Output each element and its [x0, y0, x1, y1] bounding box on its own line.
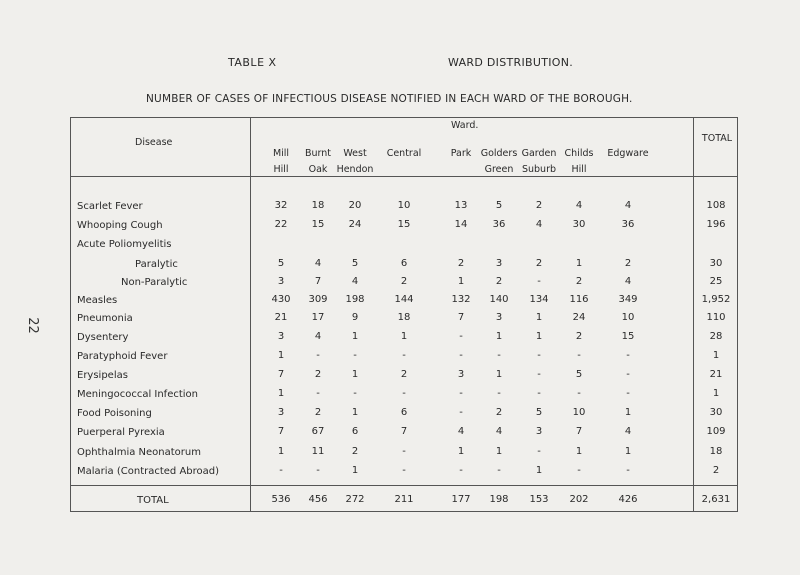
table-cell: 21 [274, 312, 288, 323]
ward-header-line: Central [386, 148, 422, 159]
disease-name: Dysentery [77, 332, 129, 343]
table-cell: 198 [345, 294, 365, 305]
table-cell: 309 [308, 294, 328, 305]
table-cell: 2 [400, 369, 408, 380]
row-total: 109 [706, 426, 726, 437]
table-cell: 1 [400, 331, 408, 342]
disease-name: Meningococcal Infection [77, 389, 199, 400]
table-cell: 14 [454, 219, 468, 230]
ward-total: 202 [569, 494, 589, 505]
table-cell: 7 [575, 426, 583, 437]
table-cell: 36 [621, 219, 635, 230]
table-cell: - [402, 350, 406, 361]
table-cell: 5 [277, 258, 285, 269]
table-cell: - [537, 369, 541, 380]
table-cell: - [537, 350, 541, 361]
table-cell: 3 [495, 312, 503, 323]
table-cell: - [497, 388, 501, 399]
ward-header-line: Edgware [607, 148, 649, 159]
table-cell: 349 [618, 294, 638, 305]
totals-label: TOTAL [137, 495, 169, 506]
table-cell: - [316, 465, 320, 476]
table-cell: 2 [314, 369, 322, 380]
ward-total: 426 [618, 494, 638, 505]
table-cell: 3 [495, 258, 503, 269]
ward-header-line: Green [484, 164, 514, 175]
table-cell: 1 [277, 388, 285, 399]
header-divider [71, 176, 737, 177]
table-cell: 6 [400, 258, 408, 269]
table-cell: 1 [351, 331, 359, 342]
row-total: 110 [706, 312, 726, 323]
row-total: 2 [712, 465, 720, 476]
table-cell: 2 [400, 276, 408, 287]
table-label: TABLE X [228, 56, 277, 69]
table-cell: 2 [495, 407, 503, 418]
table-cell: 1 [535, 312, 543, 323]
ward-header-line: Burnt [304, 148, 332, 159]
row-total: 25 [709, 276, 723, 287]
table-cell: 2 [314, 407, 322, 418]
table-cell: - [577, 350, 581, 361]
table-cell: 6 [400, 407, 408, 418]
ward-header-line: Garden [521, 148, 557, 159]
ward-total: 456 [308, 494, 328, 505]
ward-header-line: West [343, 148, 367, 159]
table-cell: 18 [311, 200, 325, 211]
table-cell: - [626, 350, 630, 361]
table-cell: 2 [535, 200, 543, 211]
table-cell: 430 [271, 294, 291, 305]
row-total: 30 [709, 258, 723, 269]
table-cell: 1 [351, 465, 359, 476]
table-cell: 7 [314, 276, 322, 287]
ward-header-line: Park [450, 148, 472, 159]
ward-header-line: Hill [571, 164, 587, 175]
ward-total: 153 [529, 494, 549, 505]
table-cell: - [537, 446, 541, 457]
table-cell: - [353, 388, 357, 399]
disease-name: Food Poisoning [77, 408, 152, 419]
table-cell: 2 [624, 258, 632, 269]
table-cell: 1 [277, 350, 285, 361]
table-cell: 13 [454, 200, 468, 211]
table-cell: 15 [621, 331, 635, 342]
table-cell: 30 [572, 219, 586, 230]
table-cell: 5 [575, 369, 583, 380]
table-cell: 1 [535, 465, 543, 476]
table-cell: 10 [572, 407, 586, 418]
table-cell: 67 [311, 426, 325, 437]
disease-name: Ophthalmia Neonatorum [77, 447, 201, 458]
table-cell: 1 [457, 276, 465, 287]
table-cell: - [459, 388, 463, 399]
table-cell: 4 [624, 200, 632, 211]
ward-header-line: Mill [272, 148, 290, 159]
row-total: 196 [706, 219, 726, 230]
ward-total: 272 [345, 494, 365, 505]
table-cell: 2 [575, 276, 583, 287]
table-cell: 2 [495, 276, 503, 287]
table-cell: 7 [277, 369, 285, 380]
ward-header: Ward. [451, 120, 479, 131]
table-cell: 2 [535, 258, 543, 269]
table-cell: - [459, 331, 463, 342]
disease-name: Erysipelas [77, 370, 128, 381]
table-title: WARD DISTRIBUTION. [448, 56, 574, 69]
table-cell: 1 [495, 369, 503, 380]
table-cell: 6 [351, 426, 359, 437]
table-cell: 4 [575, 200, 583, 211]
table-cell: 1 [575, 446, 583, 457]
table-cell: - [537, 276, 541, 287]
disease-name: Malaria (Contracted Abroad) [77, 466, 220, 477]
table-cell: 3 [277, 276, 285, 287]
table-cell: 7 [457, 312, 465, 323]
table-cell: 5 [535, 407, 543, 418]
table-cell: 10 [621, 312, 635, 323]
table-cell: 1 [624, 446, 632, 457]
table-cell: 1 [575, 258, 583, 269]
table-cell: 32 [274, 200, 288, 211]
ward-total: 198 [489, 494, 509, 505]
table-cell: 140 [489, 294, 509, 305]
ward-header-line: Childs [564, 148, 594, 159]
table-cell: - [626, 388, 630, 399]
table-cell: - [459, 350, 463, 361]
table-cell: 3 [277, 331, 285, 342]
table-cell: 3 [535, 426, 543, 437]
row-total: 28 [709, 331, 723, 342]
table-cell: 134 [529, 294, 549, 305]
table-cell: 1 [624, 407, 632, 418]
table-cell: 1 [351, 369, 359, 380]
ward-header-line: Oak [308, 164, 328, 175]
table-cell: 1 [457, 446, 465, 457]
ward-distribution-table [70, 117, 738, 512]
table-cell: 17 [311, 312, 325, 323]
table-cell: - [459, 407, 463, 418]
table-cell: 4 [314, 331, 322, 342]
disease-name: Paratyphoid Fever [77, 351, 168, 362]
table-cell: 4 [314, 258, 322, 269]
table-cell: 116 [569, 294, 589, 305]
table-cell: - [353, 350, 357, 361]
table-cell: 24 [348, 219, 362, 230]
row-total: 1,952 [701, 294, 731, 305]
table-cell: 2 [351, 446, 359, 457]
table-cell: - [316, 350, 320, 361]
table-cell: 22 [274, 219, 288, 230]
totals-divider [71, 485, 737, 486]
table-cell: - [497, 465, 501, 476]
table-cell: - [402, 388, 406, 399]
ward-header-line: Hill [273, 164, 289, 175]
disease-header: Disease [135, 137, 173, 148]
ward-total: 177 [451, 494, 471, 505]
table-cell: 4 [624, 426, 632, 437]
table-cell: 1 [535, 331, 543, 342]
table-cell: 4 [351, 276, 359, 287]
row-total: 1 [712, 388, 720, 399]
ward-total: 211 [394, 494, 414, 505]
table-cell: - [279, 465, 283, 476]
row-total: 21 [709, 369, 723, 380]
table-cell: 5 [351, 258, 359, 269]
table-cell: 144 [394, 294, 414, 305]
table-cell: - [402, 446, 406, 457]
page-number: 22 [24, 317, 40, 334]
table-cell: 2 [575, 331, 583, 342]
table-cell: 4 [624, 276, 632, 287]
disease-name: Pneumonia [77, 313, 133, 324]
table-cell: 5 [495, 200, 503, 211]
table-cell: 1 [351, 407, 359, 418]
table-cell: 132 [451, 294, 471, 305]
row-total: 108 [706, 200, 726, 211]
table-cell: 1 [495, 331, 503, 342]
table-subtitle: NUMBER OF CASES OF INFECTIOUS DISEASE NOTIFIED IN EACH WARD OF THE BOROUGH. [146, 93, 633, 105]
table-cell: - [497, 350, 501, 361]
table-cell: 15 [397, 219, 411, 230]
row-total: 30 [709, 407, 723, 418]
disease-name: Whooping Cough [77, 220, 163, 231]
table-cell: - [577, 388, 581, 399]
table-cell: 9 [351, 312, 359, 323]
table-cell: 20 [348, 200, 362, 211]
table-cell: 1 [277, 446, 285, 457]
table-cell: 36 [492, 219, 506, 230]
table-cell: - [626, 465, 630, 476]
table-cell: 15 [311, 219, 325, 230]
table-cell: - [316, 388, 320, 399]
table-cell: - [402, 465, 406, 476]
table-cell: - [577, 465, 581, 476]
table-cell: - [626, 369, 630, 380]
table-cell: 4 [535, 219, 543, 230]
ward-total: 536 [271, 494, 291, 505]
ward-header-line: Golders [480, 148, 518, 159]
table-cell: 10 [397, 200, 411, 211]
disease-name: Scarlet Fever [77, 201, 143, 212]
table-cell: 4 [495, 426, 503, 437]
table-cell: 11 [311, 446, 325, 457]
disease-name: Paralytic [135, 259, 178, 270]
ward-header-line: Suburb [521, 164, 557, 175]
row-total: 18 [709, 446, 723, 457]
disease-name: Non-Paralytic [121, 277, 188, 288]
table-cell: 1 [495, 446, 503, 457]
table-cell: - [459, 465, 463, 476]
disease-name: Measles [77, 295, 118, 306]
table-cell: 7 [277, 426, 285, 437]
grand-total: 2,631 [701, 494, 731, 505]
total-header: TOTAL [701, 133, 733, 144]
disease-name: Acute Poliomyelitis [77, 239, 172, 250]
table-cell: 3 [277, 407, 285, 418]
table-cell: 24 [572, 312, 586, 323]
table-cell: 4 [457, 426, 465, 437]
row-total: 1 [712, 350, 720, 361]
ward-header-line: Hendon [336, 164, 374, 175]
table-cell: 7 [400, 426, 408, 437]
table-cell: - [537, 388, 541, 399]
table-cell: 18 [397, 312, 411, 323]
table-cell: 2 [457, 258, 465, 269]
table-cell: 3 [457, 369, 465, 380]
disease-name: Puerperal Pyrexia [77, 427, 165, 438]
